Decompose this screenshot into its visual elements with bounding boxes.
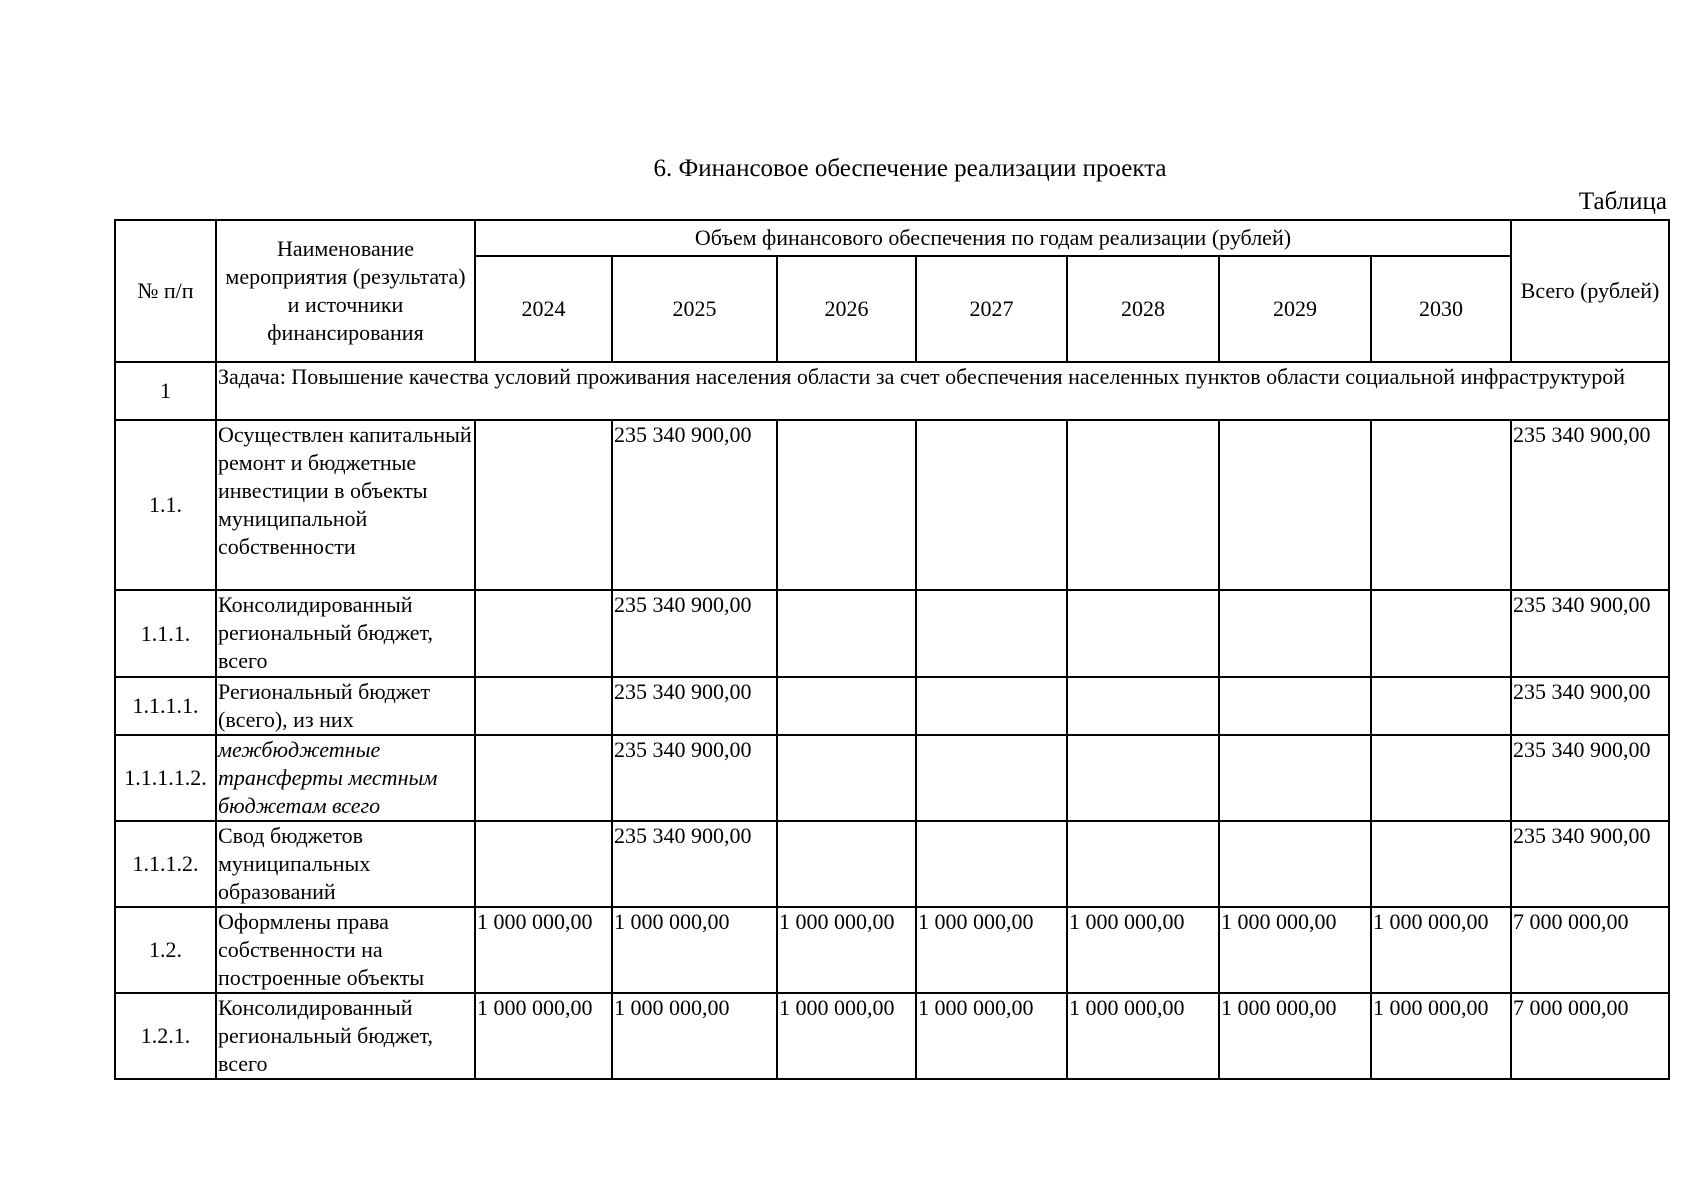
year-value-cell bbox=[1219, 420, 1371, 590]
year-value-cell bbox=[1371, 420, 1511, 590]
row-name: Консолидированный региональный бюджет, всего bbox=[216, 590, 475, 677]
header-total: Всего (рублей) bbox=[1511, 220, 1669, 362]
row-name: межбюджетные трансферты местным бюджетам всего bbox=[216, 735, 475, 821]
year-value-cell: 1 000 000,00 bbox=[1371, 907, 1511, 993]
header-year: 2029 bbox=[1219, 256, 1371, 362]
table-row bbox=[115, 735, 1669, 821]
header-volume: Объем финансового обеспечения по годам реализации (рублей) bbox=[475, 220, 1511, 256]
financing-table bbox=[114, 219, 1670, 1080]
year-value-cell: 1 000 000,00 bbox=[1067, 993, 1219, 1079]
year-value-cell bbox=[916, 590, 1067, 677]
header-year: 2024 bbox=[475, 256, 612, 362]
page-title: 6. Финансовое обеспечение реализации проекта bbox=[653, 155, 1167, 182]
year-value-cell: 1 000 000,00 bbox=[612, 907, 777, 993]
year-value-cell bbox=[1067, 420, 1219, 590]
year-value-cell bbox=[916, 420, 1067, 590]
year-value-cell: 235 340 900,00 bbox=[612, 735, 777, 821]
year-value-cell bbox=[1219, 590, 1371, 677]
year-value-cell bbox=[777, 735, 916, 821]
row-number: 1.1.1. bbox=[115, 590, 216, 677]
header-name: Наименование мероприятия (результата) и источники финансирования bbox=[216, 220, 475, 362]
table-row bbox=[115, 677, 1669, 735]
row-number: 1.1. bbox=[115, 420, 216, 590]
table-label: Таблица bbox=[1578, 188, 1667, 215]
task-row bbox=[115, 362, 1669, 420]
year-value-cell: 1 000 000,00 bbox=[777, 993, 916, 1079]
row-name: Региональный бюджет (всего), из них bbox=[216, 677, 475, 735]
year-value-cell: 1 000 000,00 bbox=[1219, 907, 1371, 993]
year-value-cell bbox=[1219, 677, 1371, 735]
year-value-cell: 1 000 000,00 bbox=[612, 993, 777, 1079]
year-value-cell: 1 000 000,00 bbox=[916, 907, 1067, 993]
year-value-cell: 1 000 000,00 bbox=[1219, 993, 1371, 1079]
header-year: 2028 bbox=[1067, 256, 1219, 362]
row-name: Оформлены права собственности на построенные объекты bbox=[216, 907, 475, 993]
table-row bbox=[115, 590, 1669, 677]
year-value-cell bbox=[475, 677, 612, 735]
year-value-cell: 1 000 000,00 bbox=[475, 907, 612, 993]
row-name: Консолидированный региональный бюджет, всего bbox=[216, 993, 475, 1079]
header-row-1 bbox=[115, 220, 1669, 256]
year-value-cell bbox=[1371, 677, 1511, 735]
year-value-cell: 235 340 900,00 bbox=[612, 677, 777, 735]
year-value-cell: 1 000 000,00 bbox=[1371, 993, 1511, 1079]
row-total: 235 340 900,00 bbox=[1511, 821, 1669, 907]
header-year: 2030 bbox=[1371, 256, 1511, 362]
header-num: № п/п bbox=[115, 220, 216, 362]
year-value-cell bbox=[916, 735, 1067, 821]
row-number: 1.2. bbox=[115, 907, 216, 993]
year-value-cell bbox=[1067, 677, 1219, 735]
header-year: 2027 bbox=[916, 256, 1067, 362]
year-value-cell bbox=[777, 677, 916, 735]
table-row bbox=[115, 907, 1669, 993]
task-text: Задача: Повышение качества условий проживания населения области за счет обеспечения населенных пунктов области социальной инфраструктурой bbox=[216, 362, 1669, 420]
year-value-cell bbox=[916, 821, 1067, 907]
row-total: 235 340 900,00 bbox=[1511, 590, 1669, 677]
year-value-cell: 1 000 000,00 bbox=[475, 993, 612, 1079]
year-value-cell: 235 340 900,00 bbox=[612, 420, 777, 590]
year-value-cell bbox=[777, 590, 916, 677]
year-value-cell bbox=[777, 821, 916, 907]
header-year: 2025 bbox=[612, 256, 777, 362]
year-value-cell: 1 000 000,00 bbox=[916, 993, 1067, 1079]
year-value-cell bbox=[1067, 821, 1219, 907]
row-total: 235 340 900,00 bbox=[1511, 735, 1669, 821]
year-value-cell bbox=[475, 821, 612, 907]
year-value-cell bbox=[475, 420, 612, 590]
row-name: Свод бюджетов муниципальных образований bbox=[216, 821, 475, 907]
year-value-cell bbox=[1219, 735, 1371, 821]
row-total: 7 000 000,00 bbox=[1511, 993, 1669, 1079]
year-value-cell bbox=[1219, 821, 1371, 907]
row-number: 1.1.1.1.2. bbox=[115, 735, 216, 821]
year-value-cell bbox=[1371, 821, 1511, 907]
year-value-cell bbox=[1067, 590, 1219, 677]
row-number: 1.1.1.1. bbox=[115, 677, 216, 735]
year-value-cell: 1 000 000,00 bbox=[777, 907, 916, 993]
year-value-cell: 235 340 900,00 bbox=[612, 821, 777, 907]
task-num: 1 bbox=[115, 362, 216, 420]
year-value-cell bbox=[777, 420, 916, 590]
year-value-cell: 235 340 900,00 bbox=[612, 590, 777, 677]
row-total: 235 340 900,00 bbox=[1511, 677, 1669, 735]
row-number: 1.2.1. bbox=[115, 993, 216, 1079]
table-row bbox=[115, 993, 1669, 1079]
row-total: 7 000 000,00 bbox=[1511, 907, 1669, 993]
year-value-cell bbox=[1067, 735, 1219, 821]
table-row bbox=[115, 821, 1669, 907]
year-value-cell: 1 000 000,00 bbox=[1067, 907, 1219, 993]
row-number: 1.1.1.2. bbox=[115, 821, 216, 907]
header-year: 2026 bbox=[777, 256, 916, 362]
year-value-cell bbox=[1371, 735, 1511, 821]
year-value-cell bbox=[916, 677, 1067, 735]
year-value-cell bbox=[475, 590, 612, 677]
table-row bbox=[115, 420, 1669, 590]
row-name: Осуществлен капитальный ремонт и бюджетные инвестиции в объекты муниципальной собственности bbox=[216, 420, 475, 590]
year-value-cell bbox=[1371, 590, 1511, 677]
row-total: 235 340 900,00 bbox=[1511, 420, 1669, 590]
year-value-cell bbox=[475, 735, 612, 821]
